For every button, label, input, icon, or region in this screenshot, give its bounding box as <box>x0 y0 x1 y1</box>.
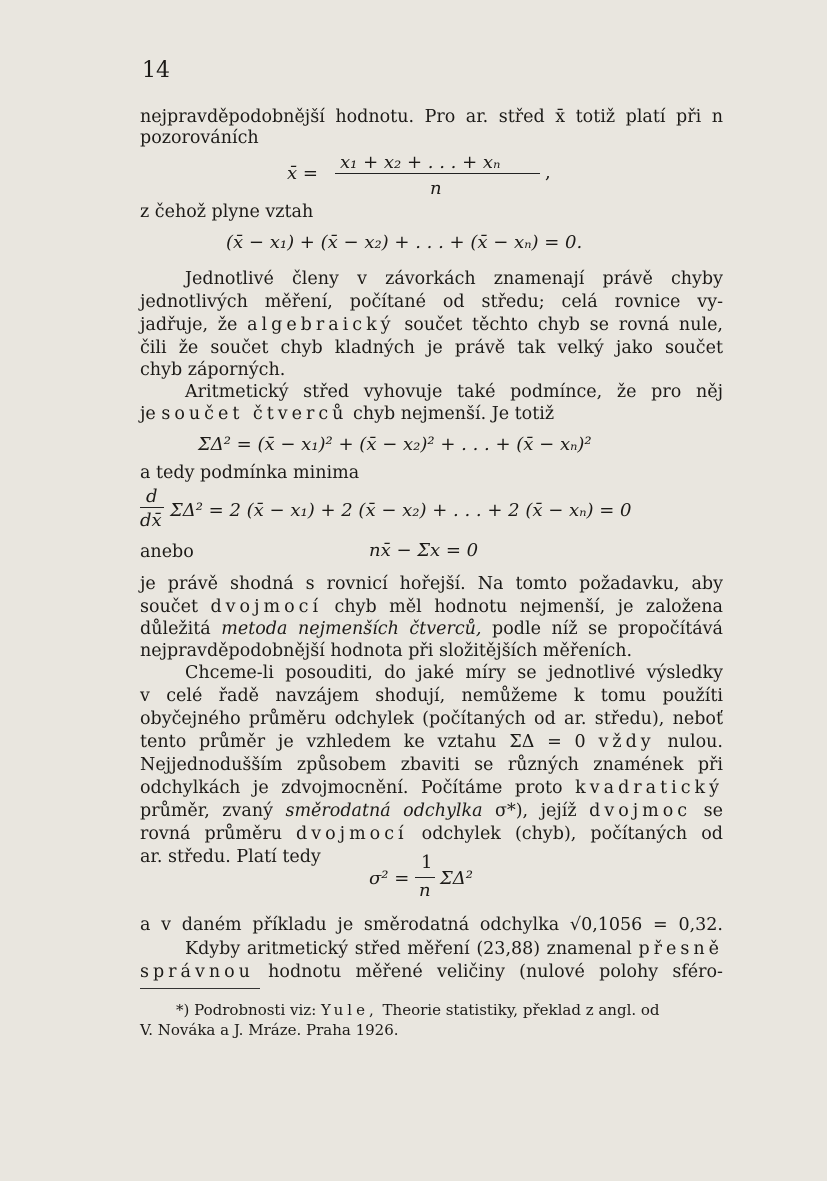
text-line: Chceme-li posouditi, do jaké míry se jednotlivé výsledky <box>185 663 723 683</box>
text-line: ar. středu. Platí tedy <box>140 847 321 867</box>
text-line: Aritmetický střed vyhovuje také podmínce, že pro něj <box>185 382 723 402</box>
text-line <box>140 961 723 983</box>
eq-mean-comma: , <box>545 162 551 183</box>
eq-sigma-denominator: n <box>419 880 431 901</box>
text-span: součet těchto chyb se rovná nule, <box>404 315 723 335</box>
text-line: nejpravděpodobnější hodnotu. Pro ar. střed x̄ totiž platí při n <box>140 107 723 127</box>
text-line <box>140 314 723 336</box>
italic-term: metoda nejmenších čtverců, <box>221 619 482 639</box>
eq-mean-lhs: x̄ = <box>287 163 318 184</box>
spaced-emphasis: součet čtverců <box>161 404 348 424</box>
text-line: a v daném příkladu je směrodatná odchylka √0,1056 = 0,32. <box>140 915 723 935</box>
text-span: jadřuje, že <box>140 315 238 335</box>
text-line: chyb záporných. <box>140 360 286 380</box>
text-line: anebo <box>140 542 194 562</box>
text-span: průměr, zvaný <box>140 801 273 821</box>
text-line: čili že součet chyb kladných je právě tak velký jako součet <box>140 338 723 358</box>
spaced-emphasis: kvadratický <box>575 778 723 798</box>
text-line <box>140 618 723 640</box>
eq-sigma-numerator: 1 <box>421 852 433 873</box>
text-span: tento průměr je vzhledem ke vztahu ΣΔ = 0 <box>140 732 586 752</box>
text-span: rovná průměru <box>140 824 282 844</box>
text-line: a tedy podmínka minima <box>140 463 360 483</box>
equation-normal: nx̄ − Σx = 0 <box>369 540 479 561</box>
text-line: Jednotlivé členy v závorkách znamenají právě chyby <box>185 269 723 289</box>
text-span: chyb nejmenší. Je totiž <box>353 404 555 424</box>
footnote-line <box>176 1001 660 1019</box>
text-span: hodnotu měřené veličiny (nulové polohy sféro- <box>268 962 723 982</box>
text-line <box>140 731 723 753</box>
text-span: *) Podrobnosti viz: <box>176 1001 317 1019</box>
equation-sum-squares: ΣΔ² = (x̄ − x₁)² + (x̄ − x₂)² + . . . + (x̄ − xₙ)² <box>198 434 592 455</box>
text-span: Theorie statistiky, překlad z angl. od <box>382 1001 660 1019</box>
spaced-emphasis: správnou <box>140 962 254 982</box>
text-span: podle níž se propočítává <box>492 619 723 639</box>
text-span: součet <box>140 597 198 617</box>
text-line <box>185 938 723 960</box>
text-line: nejpravděpodobnější hodnota při složitějších měřeních. <box>140 641 633 661</box>
eq-mean-numerator: x₁ + x₂ + . . . + xₙ <box>340 152 501 173</box>
text-line <box>140 403 554 425</box>
spaced-emphasis: dvojmocí <box>210 597 323 617</box>
text-line: Nejjednodušším způsobem zbaviti se různých znamének při <box>140 755 723 775</box>
fraction-bar <box>335 173 540 174</box>
text-line: je právě shodná s rovnicí hořejší. Na tomto požadavku, aby <box>140 574 723 594</box>
spaced-emphasis: vždy <box>598 732 655 752</box>
spaced-emphasis: algebraický <box>247 315 395 335</box>
fraction-bar <box>415 877 435 878</box>
text-span: odchylkách je zdvojmocnění. Počítáme proto <box>140 778 563 798</box>
text-span: nulou. <box>667 732 723 752</box>
italic-term: směrodatná odchylka <box>285 801 483 821</box>
text-line: v celé řadě navzájem shodují, nemůžeme k tomu použíti <box>140 686 723 706</box>
text-span: σ*), jejíž <box>495 801 577 821</box>
text-span: Kdyby aritmetický střed měření (23,88) znamenal <box>185 939 632 959</box>
page-number: 14 <box>142 58 170 83</box>
eq-deriv-numerator: d <box>146 486 158 507</box>
eq-deriv-rest: ΣΔ² = 2 (x̄ − x₁) + 2 (x̄ − x₂) + . . . + 2 (x̄ − xₙ) = 0 <box>170 500 632 521</box>
eq-sigma-rest: ΣΔ² <box>440 868 473 889</box>
text-span: je <box>140 404 156 424</box>
eq-sigma-lhs: σ² = <box>369 868 410 889</box>
spaced-emphasis: Yule, <box>321 1001 378 1019</box>
text-line <box>140 823 723 845</box>
text-span: se <box>703 801 723 821</box>
text-line <box>140 800 723 822</box>
eq-mean-denominator: n <box>430 178 442 199</box>
text-line: jednotlivých měření, počítané od středu; celá rovnice vy- <box>140 292 723 312</box>
text-span: odchylek (chyb), počítaných od <box>421 824 723 844</box>
spaced-emphasis: přesně <box>638 939 723 959</box>
text-span: chyb měl hodnotu nejmenší, je založena <box>334 597 723 617</box>
equation-sum-errors: (x̄ − x₁) + (x̄ − x₂) + . . . + (x̄ − xₙ) = 0. <box>226 232 583 253</box>
text-line <box>140 777 723 799</box>
text-line: pozorováních <box>140 128 259 148</box>
text-span: důležitá <box>140 619 211 639</box>
fraction-bar <box>140 507 164 508</box>
spaced-emphasis: dvojmoc <box>589 801 692 821</box>
footnote-rule <box>140 988 260 989</box>
spaced-emphasis: dvojmocí <box>296 824 408 844</box>
text-line <box>140 596 723 618</box>
text-line: obyčejného průměru odchylek (počítaných od ar. středu), neboť <box>140 709 723 729</box>
footnote-line: V. Nováka a J. Mráze. Praha 1926. <box>140 1021 399 1039</box>
text-line: z čehož plyne vztah <box>140 202 314 222</box>
eq-deriv-denominator: dx̄ <box>140 510 162 531</box>
